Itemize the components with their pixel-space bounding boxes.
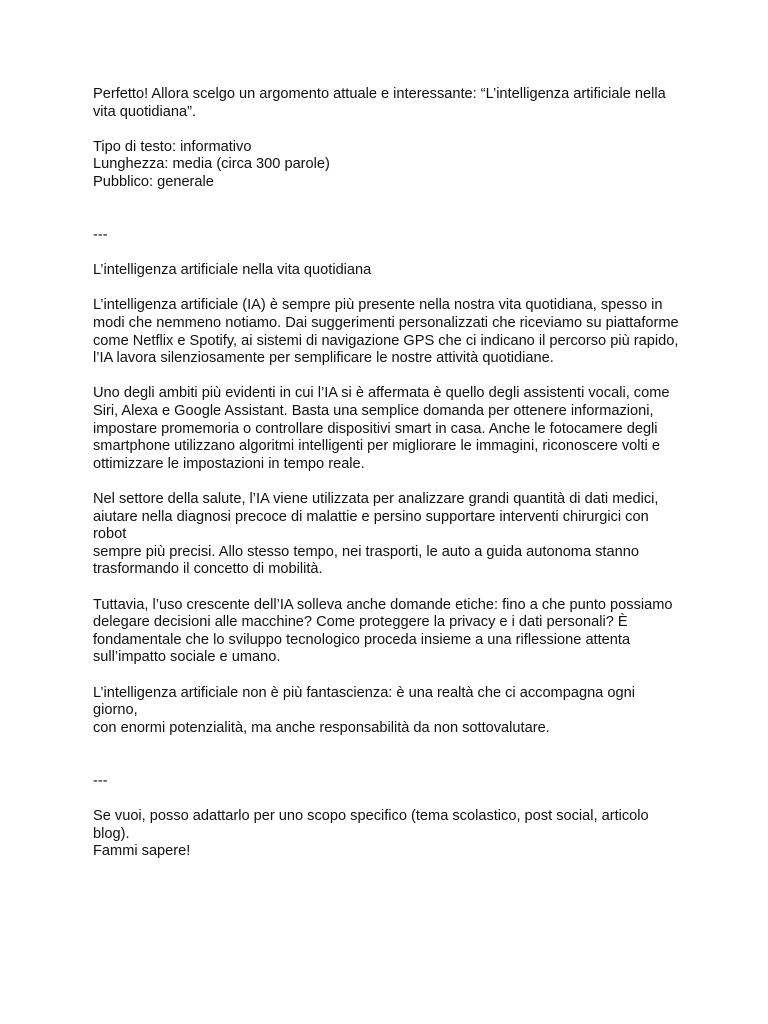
spacer [93, 192, 683, 228]
meta-audience: Pubblico: generale [93, 173, 214, 190]
separator-top: --- [93, 227, 108, 244]
paragraph-3: Nel settore della salute, l’IA viene utilizzata per analizzare grandi quantità di dati medici, aiutare nella diagnosi precoce di malattie e persino supportare interventi chirurgici con robot sempre più precisi. Allo stesso tempo, nei trasporti, le auto a guida autonoma stanno trasformando il concetto di mobilità. [93, 490, 659, 578]
paragraph-1: L’intelligenza artificiale (IA) è sempre più presente nella nostra vita quotidiana, spesso in modi che nemmeno notiamo. Dai suggerimenti personalizzati che riceviamo su piattaforme come Netflix e Spotify, ai sistemi di navigazione GPS che ci indicano il percorso più rapido, l’IA lavora silenziosamente per semplificare le nostre attività quotidiane. [93, 297, 679, 367]
meta-type: Tipo di testo: informativo [93, 138, 252, 155]
spacer [93, 790, 683, 808]
spacer [93, 280, 683, 298]
spacer [93, 473, 683, 491]
spacer [93, 368, 683, 386]
document-page [93, 86, 683, 861]
meta-length: Lunghezza: media (circa 300 parole) [93, 156, 330, 173]
paragraph-5: L’intelligenza artificiale non è più fantascienza: è una realtà che ci accompagna ogni giorno, con enormi potenzialità, ma anche responsabilità da non sottovalutare. [93, 684, 635, 736]
spacer [93, 579, 683, 597]
closing-text: Se vuoi, posso adattarlo per uno scopo specifico (tema scolastico, post social, articolo blog). Fammi sapere! [93, 807, 649, 860]
paragraph-2: Uno degli ambiti più evidenti in cui l’IA si è affermata è quello degli assistenti vocali, come Siri, Alexa e Google Assistant. Basta una semplice domanda per ottenere informazioni, impostare promemoria o controllare dispositivi smart in casa. Anche le fotocamere degli smartphone utilizzano algoritmi intelligenti per migliorare le immagini, riconoscere volti e ottimizzare le impostazioni in tempo reale. [93, 385, 670, 472]
article-title: L’intelligenza artificiale nella vita quotidiana [93, 262, 372, 279]
spacer [93, 667, 683, 685]
separator-bottom: --- [93, 772, 108, 789]
paragraph-4: Tuttavia, l’uso crescente dell’IA solleva anche domande etiche: fino a che punto possiamo delegare decisioni alle macchine? Come proteggere la privacy e i dati personali? È fondamentale che lo sviluppo tecnologico proceda insieme a una riflessione attenta sull’impatto sociale e umano. [93, 596, 673, 666]
spacer [93, 737, 683, 773]
spacer [93, 121, 683, 139]
spacer [93, 245, 683, 263]
intro-text: Perfetto! Allora scelgo un argomento attuale e interessante: “L’intelligenza artificiale nella vita quotidiana”. [93, 86, 666, 120]
